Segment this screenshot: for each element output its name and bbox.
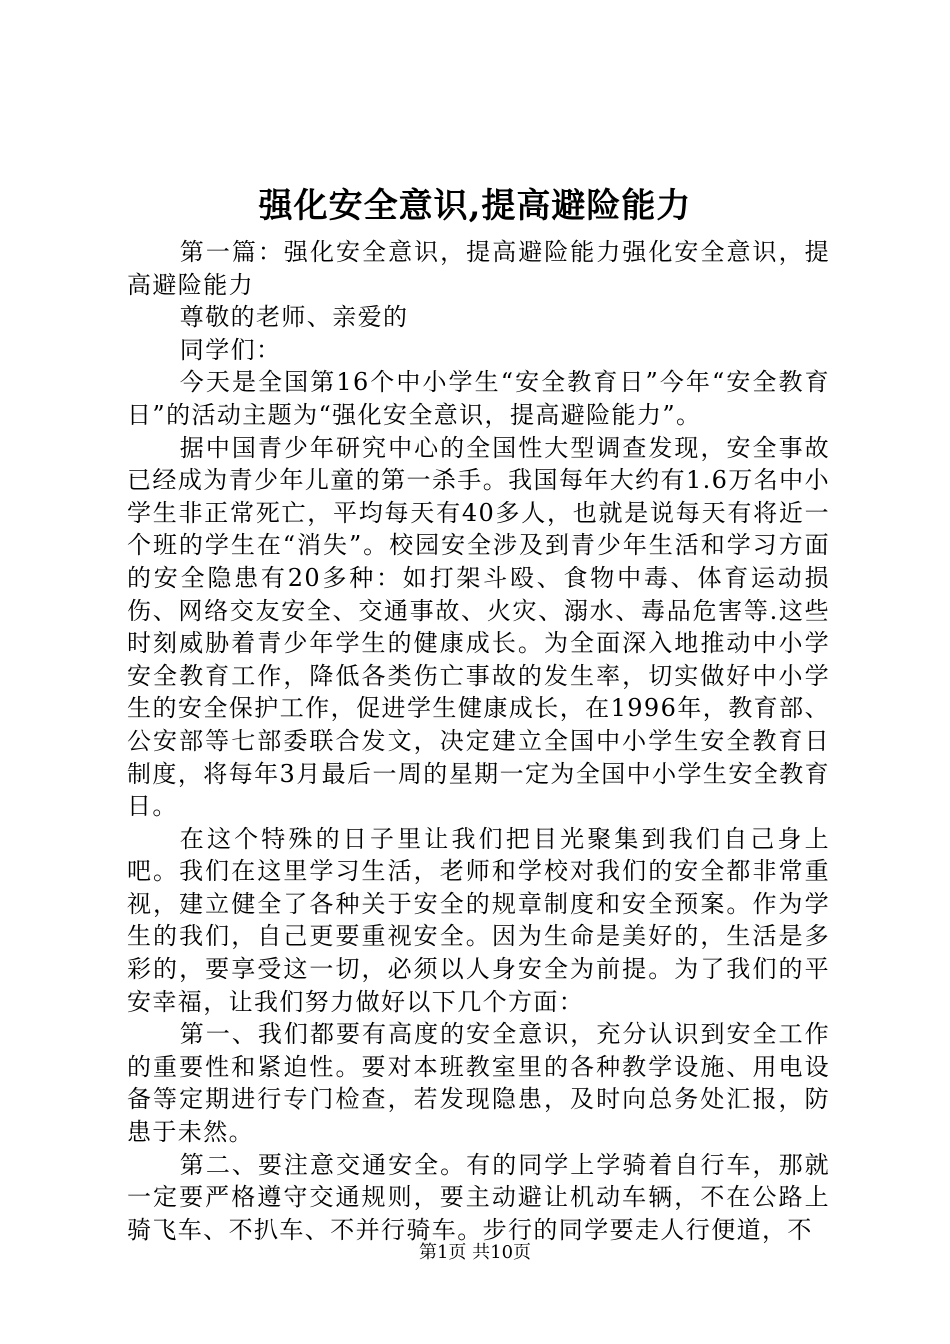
page-number-footer: 第1页 共10页 bbox=[418, 1242, 532, 1263]
paragraph: 第一篇：强化安全意识，提高避险能力强化安全意识，提高避险能力 bbox=[127, 238, 830, 299]
paragraph: 今天是全国第16个中小学生“安全教育日”今年“安全教育日”的活动主题为“强化安全意识，提高避险能力”。 bbox=[127, 368, 830, 429]
paragraph: 尊敬的老师、亲爱的 bbox=[179, 303, 409, 332]
paragraph: 同学们： bbox=[179, 335, 282, 364]
paragraph: 第二、要注意交通安全。有的同学上学骑着自行车，那就一定要严格遵守交通规则，要主动避让机动车辆，不在公路上骑飞车、不扒车、不并行骑车。步行的同学要走人行便道，不 bbox=[127, 1150, 830, 1244]
paragraph: 在这个特殊的日子里让我们把目光聚集到我们自己身上吧。我们在这里学习生活，老师和学校对我们的安全都非常重视，建立健全了各种关于安全的规章制度和安全预案。作为学生的我们，自己更要重视安全。因为生命是美好的，生活是多彩的，要享受这一切，必须以人身安全为前提。为了我们的平安幸福，让我们努力做好以下几个方面： bbox=[127, 824, 830, 1016]
document-body bbox=[127, 236, 830, 1246]
paragraph: 第一、我们都要有高度的安全意识，充分认识到安全工作的重要性和紧迫性。要对本班教室里的各种教学设施、用电设备等定期进行专门检查，若发现隐患，及时向总务处汇报，防患于未然。 bbox=[127, 1020, 830, 1147]
paragraph: 据中国青少年研究中心的全国性大型调查发现，安全事故已经成为青少年儿童的第一杀手。我国每年大约有1.6万名中小学生非正常死亡，平均每天有40多人，也就是说每天有将近一个班的学生在“消失”。校园安全涉及到青少年生活和学习方面的安全隐患有20多种：如打架斗殴、食物中毒、体育运动损伤、网络交友安全、交通事故、火灾、溺水、毒品危害等.这些时刻威胁着青少年学生的健康成长。为全面深入地推动中小学安全教育工作，降低各类伤亡事故的发生率，切实做好中小学生的安全保护工作，促进学生健康成长，在1996年，教育部、公安部等七部委联合发文，决定建立全国中小学生安全教育日制度，将每年3月最后一周的星期一定为全国中小学生安全教育日。 bbox=[127, 433, 830, 821]
document-title: 强化安全意识,提高避险能力 bbox=[258, 186, 692, 226]
